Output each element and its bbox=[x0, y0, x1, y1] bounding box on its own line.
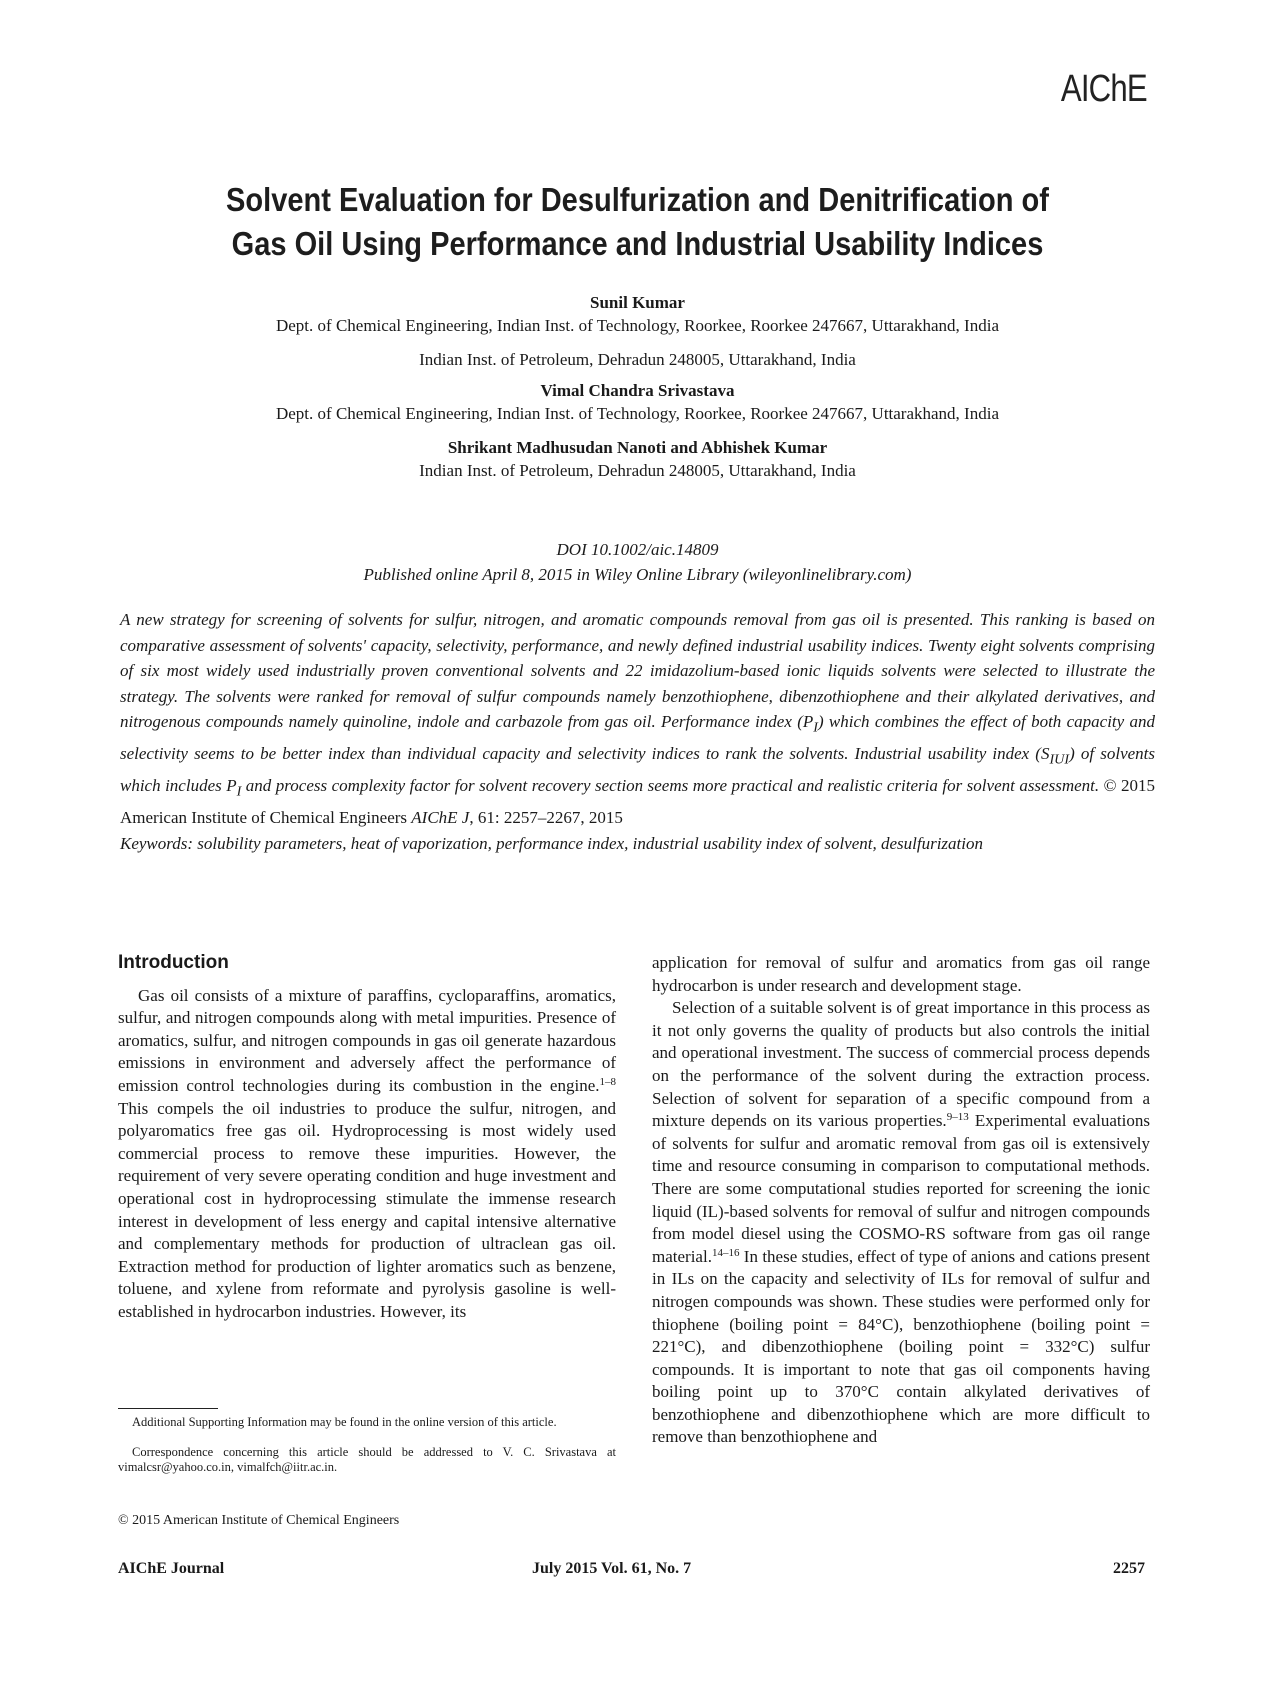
footnote: Additional Supporting Information may be found in the online version of this article. bbox=[132, 1415, 557, 1429]
author-block bbox=[120, 291, 1155, 493]
abstract-body: A new strategy for screening of solvents for sulfur, nitrogen, and aromatic compounds removal from gas oil is presented. This ranking is based on comparative assessment of solvents' capacity, selectivity, performance, and newly defined industrial usability indices. Twenty eight solvents comprising of six most widely used industrially proven conventional solvents and 22 imidazolium-based ionic liquids solvents were selected to illustrate the strategy. The solvents were ranked for removal of sulfur compounds namely benzothiophene, dibenzothiophene and their alkylated derivatives, and nitrogenous compounds namely quinoline, indole and carbazole from gas oil. Performance index $(P_I)$ which combines the effect of both capacity and selectivity seems to be better index than individual capacity and selectivity indices to rank the solvents. Industrial usability index $(S_{IUI})$ of solvents which includes $P_I$ and process complexity factor for solvent recovery section seems more practical and realistic criteria for solvent assessment. © 2015 American Institute of Chemical Engineers AIChE J, 61: 2257–2267, 2015 bbox=[120, 610, 1155, 828]
paragraph: application for removal of sulfur and aromatics from gas oil range hydrocarbon is under research and development stage. bbox=[652, 953, 1150, 995]
footer-issue: July 2015 Vol. 61, No. 7 bbox=[532, 1560, 692, 1577]
copyright-notice: © 2015 American Institute of Chemical Engineers bbox=[118, 1513, 400, 1528]
author-affiliation: Dept. of Chemical Engineering, Indian Inst. of Technology, Roorkee, Roorkee 247667, Uttarakhand, India bbox=[275, 316, 999, 335]
aiche-logo: AIChE bbox=[1061, 68, 1147, 110]
column-right bbox=[652, 952, 1150, 1449]
keywords: Keywords: solubility parameters, heat of vaporization, performance index, industrial usability index of solvent, desulfurization bbox=[120, 833, 983, 853]
article-title bbox=[120, 178, 1155, 266]
footnote: Correspondence concerning this article should be addressed to V. C. Srivastava at vimalcsr@yahoo.co.in, vimalfch@iitr.ac.in. bbox=[118, 1445, 616, 1474]
citation-ref[interactable]: 14–16 bbox=[711, 1246, 740, 1259]
publication-date: Published online April 8, 2015 in Wiley Online Library (wileyonlinelibrary.com) bbox=[363, 565, 912, 584]
title-line-1: Solvent Evaluation for Desulfurization and Denitrification of bbox=[226, 181, 1049, 218]
citation-ref[interactable]: 1–8 bbox=[599, 1075, 616, 1088]
author-affiliation: Indian Inst. of Petroleum, Dehradun 248005, Uttarakhand, India bbox=[419, 461, 856, 480]
section-heading: Introduction bbox=[118, 952, 229, 973]
footnote-divider bbox=[118, 1408, 218, 1409]
title-line-2: Gas Oil Using Performance and Industrial Usability Indices bbox=[231, 225, 1044, 262]
author-name: Shrikant Madhusudan Nanoti and Abhishek Kumar bbox=[447, 438, 828, 457]
abstract bbox=[120, 607, 1155, 857]
citation-ref[interactable]: 9–13 bbox=[946, 1111, 969, 1124]
column-left bbox=[118, 952, 616, 1324]
author-name: Sunil Kumar bbox=[590, 293, 685, 312]
footnotes bbox=[118, 1408, 616, 1475]
paragraph: Selection of a suitable solvent is of great importance in this process as it not only governs the quality of products but also controls the initial and operational investment. The success of commercial process depends on the performance of the solvent during the extraction process. Selection of solvent for separation of a specific compound from a mixture depends on its various properties.$^{9-13}$ Experimental evaluations of solvents for sulfur and aromatic removal from gas oil is extensively time and resource consuming in comparison to computational methods. There are some computational studies reported for screening the ionic liquid (IL)-based solvents for removal of sulfur and nitrogen compounds from model diesel using the COSMO-RS software from gas oil range material.$^{14-16}$ In these studies, effect of type of anions and cations present in ILs on the capacity and selectivity of ILs for removal of sulfur and nitrogen compounds was shown. These studies were performed only for thiophene (boiling point = 84°C), benzothiophene (boiling point = 221°C), and dibenzothiophene (boiling point = 332°C) sulfur compounds. It is important to note that gas oil components having boiling point up to 370°C contain alkylated derivatives of benzothiophene and dibenzothiophene which are more difficult to remove than benzothiophene and bbox=[652, 998, 1150, 1447]
doi-link[interactable]: DOI 10.1002/aic.14809 bbox=[556, 540, 719, 559]
paragraph: Gas oil consists of a mixture of paraffins, cycloparaffins, aromatics, sulfur, and nitrogen compounds along with metal impurities. Presence of aromatics, sulfur, and nitrogen compounds in gas oil generate hazardous emissions in environment and adversely affect the performance of emission control technologies during its combustion in the engine.$^{1-8}$ This compels the oil industries to produce the sulfur, nitrogen, and polyaromatics free gas oil. Hydroprocessing is most widely used commercial process to remove these impurities. However, the requirement of very severe operating condition and huge investment and operational cost in hydroprocessing stimulate the immense research interest in development of less energy and capital intensive alternative and complementary methods for production of ultraclean gas oil. Extraction method for production of lighter aromatics such as benzene, toluene, and xylene from reformate and pyrolysis gasoline is well-established in hydrocarbon industries. However, its bbox=[118, 985, 616, 1321]
footer-journal: AIChE Journal bbox=[118, 1560, 225, 1577]
author-affiliation: Indian Inst. of Petroleum, Dehradun 248005, Uttarakhand, India bbox=[419, 350, 856, 369]
author-name: Vimal Chandra Srivastava bbox=[540, 381, 735, 400]
author-affiliation: Dept. of Chemical Engineering, Indian Inst. of Technology, Roorkee, Roorkee 247667, Uttarakhand, India bbox=[275, 404, 999, 423]
publication-info bbox=[120, 537, 1155, 587]
footer-page-number: 2257 bbox=[1113, 1560, 1145, 1577]
